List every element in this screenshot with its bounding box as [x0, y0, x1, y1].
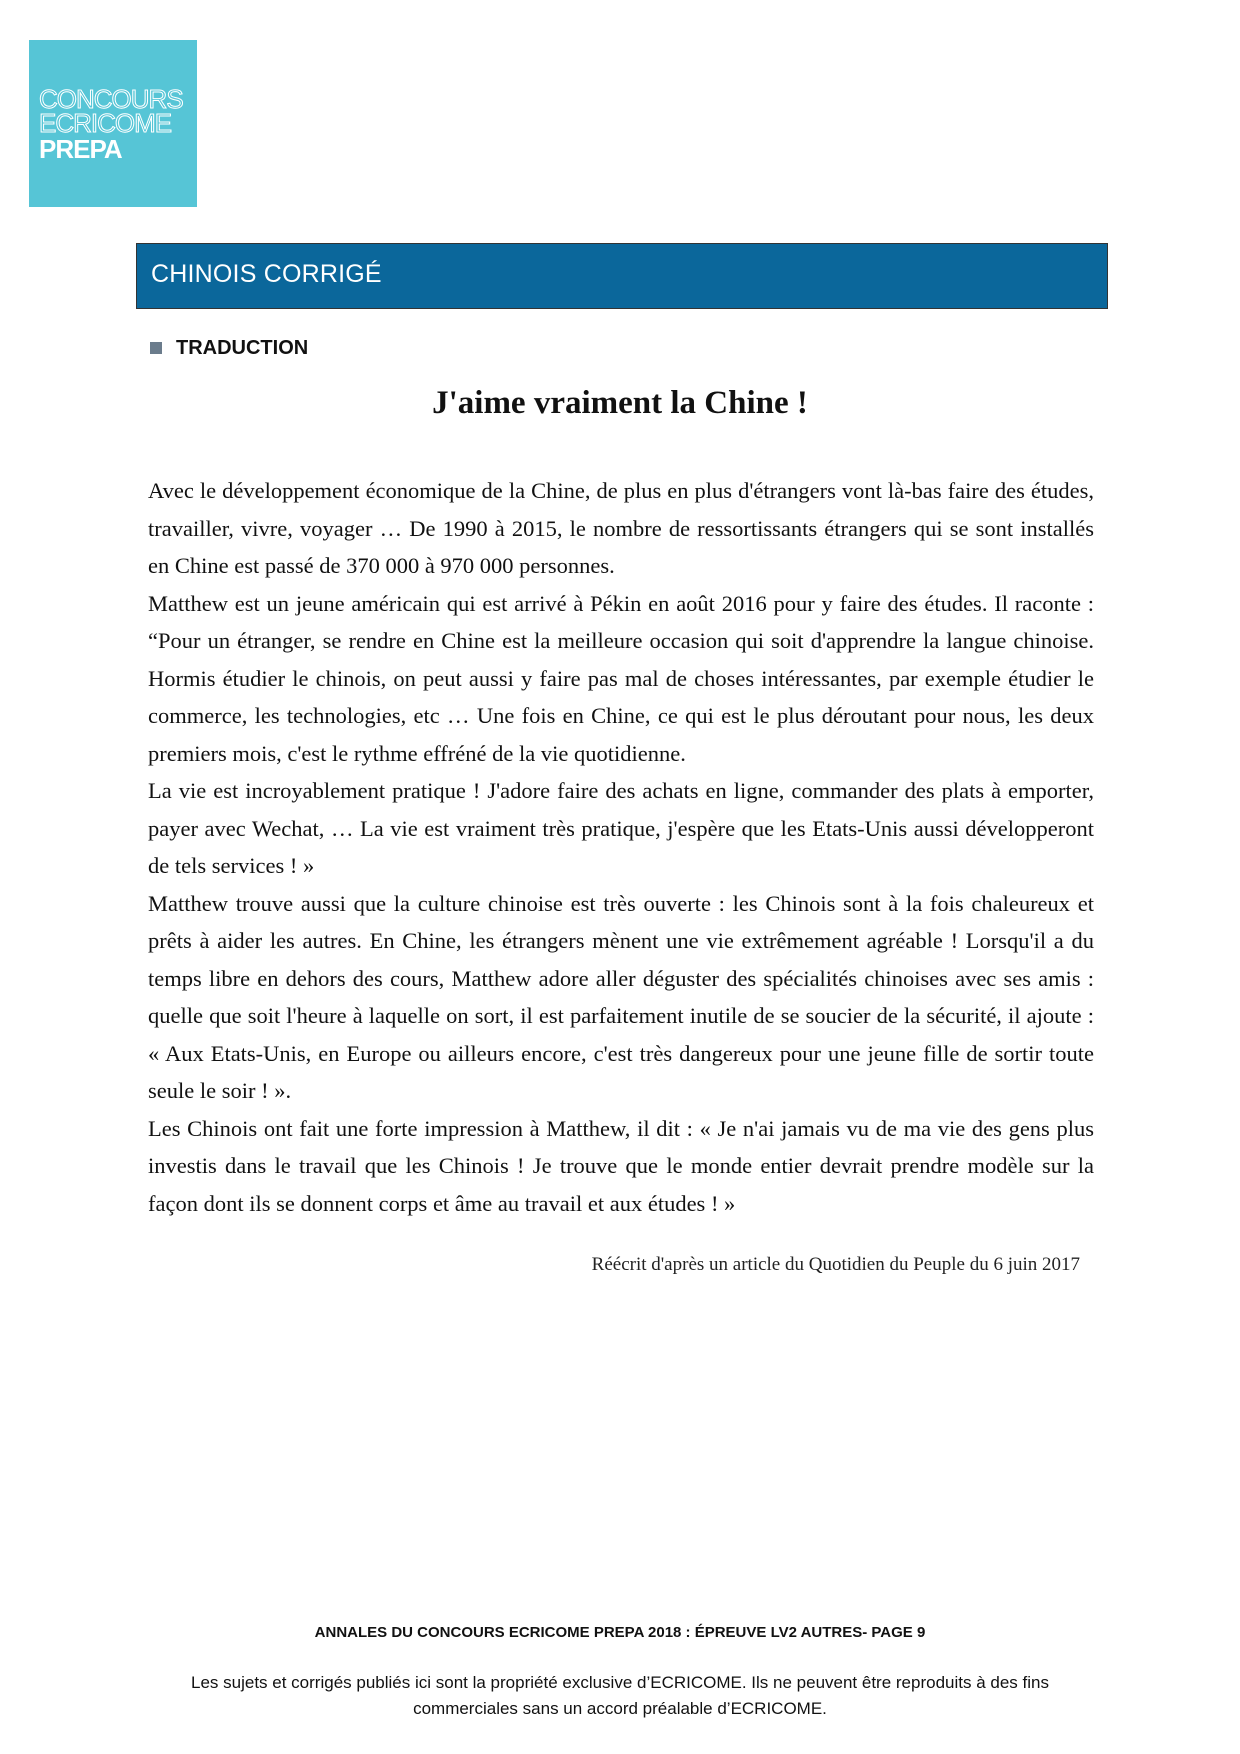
subject-banner [136, 243, 1108, 309]
paragraph: Les Chinois ont fait une forte impression à Matthew, il dit : « Je n'ai jamais vu de ma vie des gens plus investis dans le travail que les Chinois ! Je trouve que le monde entier devrait prendre modèle sur la façon dont ils se donnent corps et âme au travail et aux études ! » [148, 1115, 1094, 1216]
footer-copyright-note: Les sujets et corrigés publiés ici sont la propriété exclusive d’ECRICOME. Ils ne peuvent être reproduits à des fins commerciales sans un accord préalable d’ECRICOME. [191, 1673, 1049, 1718]
concours-ecricome-prepa-logo [29, 40, 197, 207]
logo-line-1: CONCOURS [39, 84, 183, 114]
banner-title: CHINOIS CORRIGÉ [151, 260, 382, 288]
square-bullet-icon [150, 342, 162, 354]
document-title: J'aime vraiment la Chine ! [432, 385, 808, 421]
paragraph: Matthew trouve aussi que la culture chinoise est très ouverte : les Chinois sont à la fois chaleureux et prêts à aider les autres. En Chine, les étrangers mènent une vie extrêmement agréable ! Lorsqu'il a du temps libre en dehors des cours, Matthew adore aller déguster des spécialités chinoises avec ses amis : quelle que soit l'heure à laquelle on sort, il est parfaitement inutile de se soucier de la sécurité, il ajoute : « Aux Etats-Unis, en Europe ou ailleurs encore, c'est très dangereux pour une jeune fille de sortir toute seule le soir ! ». [148, 890, 1094, 1103]
logo-line-3: PREPA [39, 134, 122, 164]
paragraph: Avec le développement économique de la Chine, de plus en plus d'étrangers vont là-bas faire des études, travailler, vivre, voyager … De 1990 à 2015, le nombre de ressortissants étrangers qui se sont installés en Chine est passé de 370 000 à 970 000 personnes. [148, 478, 1094, 578]
source-citation: Réécrit d'après un article du Quotidien du Peuple du 6 juin 2017 [591, 1254, 1080, 1275]
paragraph: La vie est incroyablement pratique ! J'adore faire des achats en ligne, commander des plats à emporter, payer avec Wechat, … La vie est vraiment très pratique, j'espère que les Etats-Unis aussi développeront de tels services ! » [148, 778, 1094, 878]
paragraph: Matthew est un jeune américain qui est arrivé à Pékin en août 2016 pour y faire des études. Il raconte : “Pour un étranger, se rendre en Chine est la meilleure occasion qui soit d'apprendre la langue chinoise. Hormis étudier le chinois, on peut aussi y faire pas mal de choses intéressantes, par exemple étudier le commerce, les technologies, etc … Une fois en Chine, ce qui est le plus déroutant pour nous, les deux premiers mois, c'est le rythme effréné de la vie quotidienne. [148, 590, 1094, 766]
section-label: TRADUCTION [176, 336, 309, 359]
document-body [148, 472, 1094, 1222]
section-heading [150, 333, 308, 363]
footer-reference: ANNALES DU CONCOURS ECRICOME PREPA 2018 : ÉPREUVE LV2 AUTRES- PAGE 9 [314, 1624, 926, 1641]
logo-line-2: ECRICOME [39, 108, 172, 138]
